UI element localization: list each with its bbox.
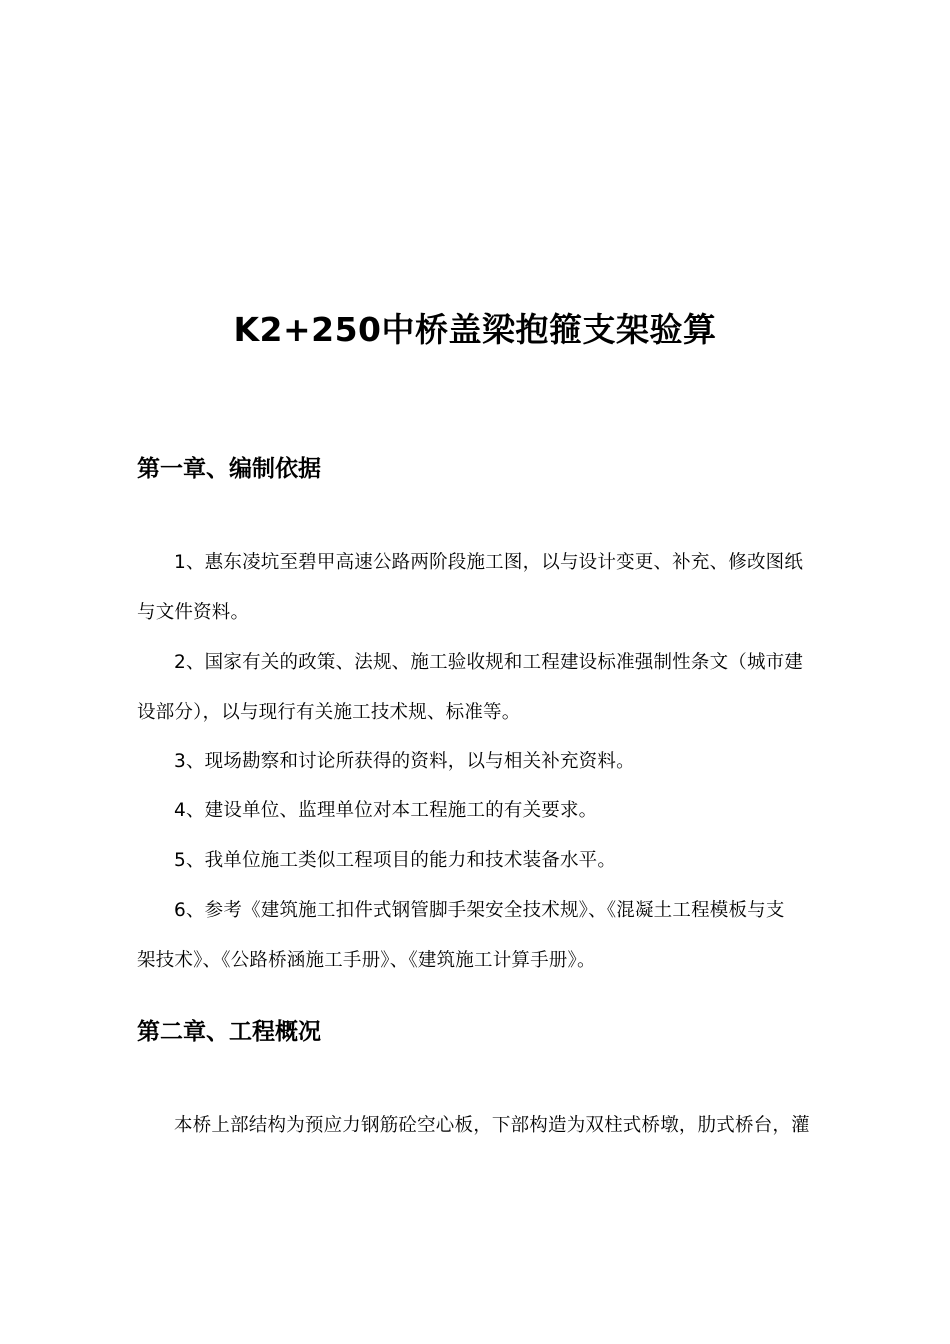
- chapter-2-line-1: 本桥上部结构为预应力钢筋砼空心板，下部构造为双柱式桥墩，肋式桥台，灌: [174, 1115, 810, 1136]
- document-title: K2+250中桥盖梁抱箍支架验算: [233, 310, 717, 349]
- item-1-line-1: 1、惠东凌坑至碧甲高速公路两阶段施工图，以与设计变更、补充、修改图纸: [174, 552, 804, 573]
- item-3-line-1: 3、现场勘察和讨论所获得的资料，以与相关补充资料。: [174, 751, 635, 772]
- item-2-line-1: 2、国家有关的政策、法规、施工验收规和工程建设标准强制性条文（城市建: [174, 652, 804, 673]
- item-1-line-2: 与文件资料。: [137, 602, 250, 623]
- item-4-line-1: 4、建设单位、监理单位对本工程施工的有关要求。: [174, 800, 598, 821]
- chapter-2-heading: 第二章、工程概况: [137, 1019, 321, 1045]
- chapter-1-heading: 第一章、编制依据: [137, 456, 321, 482]
- chapter-1-item-2: [137, 638, 837, 738]
- chapter-1-item-3: [137, 737, 837, 787]
- chapter-1-item-1: [137, 538, 837, 638]
- item-6-line-2: 架技术》、《公路桥涵施工手册》、《建筑施工计算手册》。: [137, 950, 596, 971]
- chapter-1-item-4: [137, 786, 837, 836]
- item-6-line-1: 6、参考《建筑施工扣件式钢管脚手架安全技术规》、《混凝土工程模板与支: [174, 900, 785, 921]
- item-2-line-2: 设部分），以与现行有关施工技术规、标准等。: [137, 702, 521, 723]
- chapter-1-item-5: [137, 836, 837, 886]
- chapter-1-item-6: [137, 886, 837, 986]
- item-5-line-1: 5、我单位施工类似工程项目的能力和技术装备水平。: [174, 850, 617, 871]
- chapter-2-paragraph: [137, 1101, 837, 1151]
